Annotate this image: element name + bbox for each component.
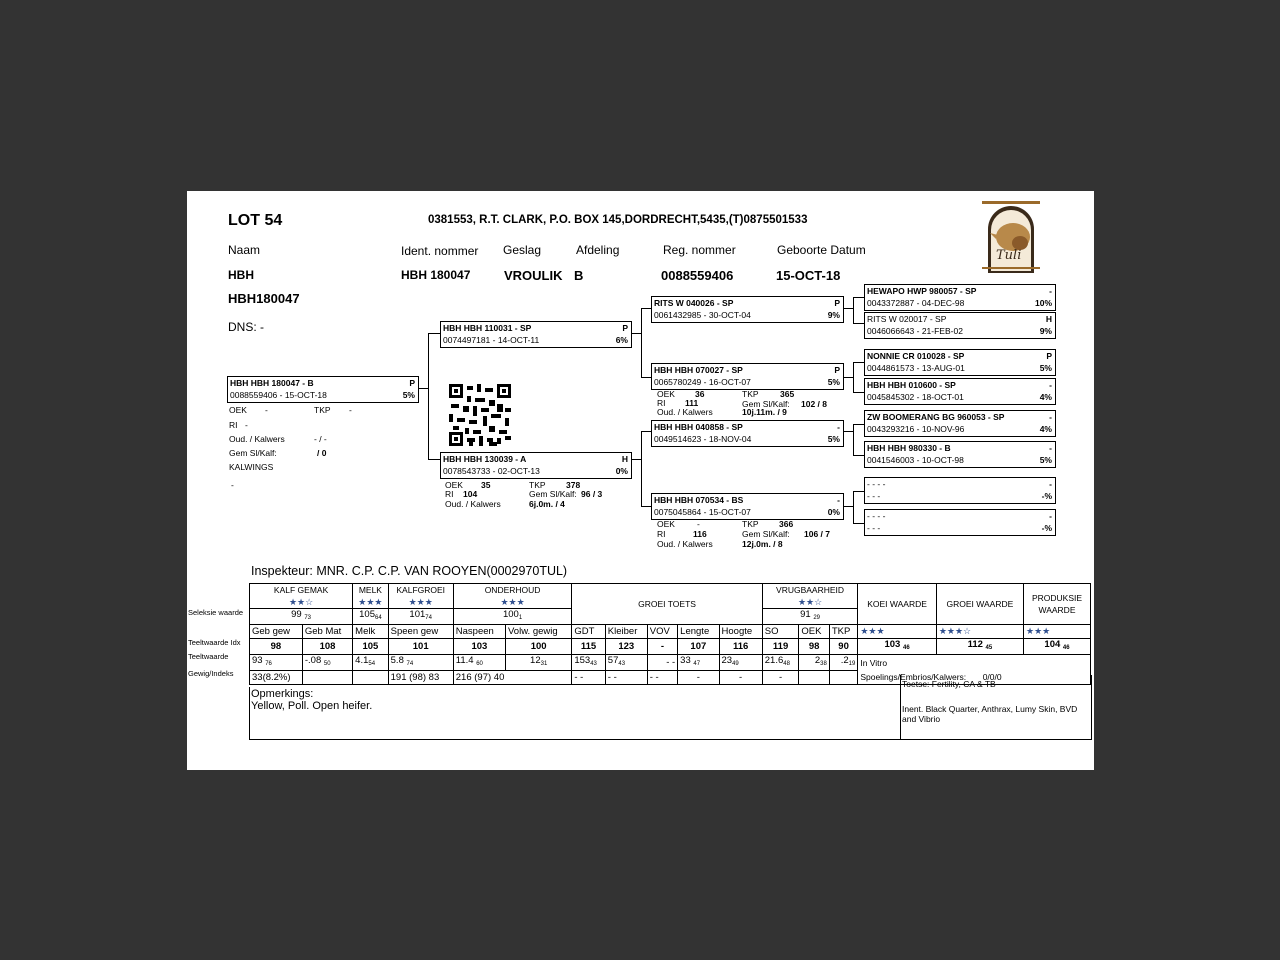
value-afdeling: B xyxy=(574,268,584,283)
gp-ri-label: RI xyxy=(657,398,666,408)
dam-oud-label: Oud. / Kalwers xyxy=(445,499,501,509)
stars-kalf-gemak: ★★☆ xyxy=(288,597,314,607)
gp-name: HBH HBH 040858 - SP xyxy=(654,422,743,432)
teelt-cell: $57_{43}$ xyxy=(605,655,647,671)
gp-flag: - xyxy=(837,495,840,505)
qr-code xyxy=(449,384,511,446)
ggp-flag: - xyxy=(1049,443,1052,453)
label-geboorte: Geboorte Datum xyxy=(777,243,866,257)
col-gdt: GDT xyxy=(572,625,605,639)
sire-flag: P xyxy=(622,323,628,333)
subject-animal-box xyxy=(227,376,419,403)
lot-number: LOT 54 xyxy=(228,212,283,229)
dam-ri-label: RI xyxy=(445,489,454,499)
tests-box xyxy=(900,675,1092,740)
row-label-gewig: Gewig/Indeks xyxy=(188,669,234,678)
ggp-reg: 0041546003 - 10-OCT-98 xyxy=(867,455,964,465)
subject-kalwings-label: KALWINGS xyxy=(229,462,274,472)
spoelings: Spoelings/Embrios/Kalwers: 0/0/0 xyxy=(858,671,1091,685)
subject-reg: 0088559406 - 15-OCT-18 xyxy=(230,390,327,400)
dam-gem: 96 / 3 xyxy=(581,489,603,499)
subject-tkp-label: TKP xyxy=(314,405,331,415)
sire-name: HBH HBH 110031 - SP xyxy=(443,323,532,333)
col-lengte: Lengte xyxy=(678,625,719,639)
ggp-flag: P xyxy=(1046,351,1052,361)
ggp-name: NONNIE CR 010028 - SP xyxy=(867,351,965,361)
value-reg: 0088559406 xyxy=(661,268,734,283)
gewig-cell: - xyxy=(678,671,719,685)
gp-reg: 0061432985 - 30-OCT-04 xyxy=(654,310,751,320)
ggp-reg: 0043372887 - 04-DEC-98 xyxy=(867,298,965,308)
idx-cell: 107 xyxy=(678,639,719,655)
gp-name: HBH HBH 070027 - SP xyxy=(654,365,743,375)
subject-gem: / 0 xyxy=(317,448,327,458)
group-groei-toets: GROEI TOETS xyxy=(572,584,762,625)
dam-gem-label: Gem Sl/Kalf: xyxy=(529,489,577,499)
gewig-cell: - xyxy=(762,671,799,685)
gewig-cell: 191 (98) 83 xyxy=(388,671,453,685)
col-geb-mat: Geb Mat xyxy=(302,625,352,639)
teelt-cell: $23_{49}$ xyxy=(719,655,762,671)
dam-oud: 6j.0m. / 4 xyxy=(529,499,565,509)
pedigree-sheet xyxy=(187,191,1094,770)
gp-oud: 12j.0m. / 8 xyxy=(742,539,783,549)
teelt-cell: -.08 $_{50}$ xyxy=(302,655,352,671)
value-geslag: VROULIK xyxy=(504,268,563,283)
dam-ri: 104 xyxy=(463,489,478,499)
stars-onderhoud: ★★★ xyxy=(500,597,525,607)
great-grandparent-box xyxy=(864,477,1056,504)
dam-pct: 0% xyxy=(615,466,628,476)
gp-flag: P xyxy=(834,365,840,375)
subject-oek-label: OEK xyxy=(229,405,247,415)
dam-oek: 35 xyxy=(481,480,491,490)
gp-reg: 0065780249 - 16-OCT-07 xyxy=(654,377,751,387)
dam-oek-label: OEK xyxy=(445,480,463,490)
remarks-text: Yellow, Poll. Open heifer. xyxy=(251,700,373,712)
ggp-pct: 5% xyxy=(1039,363,1052,373)
col-hoogte: Hoogte xyxy=(719,625,762,639)
idx-cell: 98 xyxy=(250,639,303,655)
remarks-box xyxy=(249,687,901,740)
teelt-cell: $12_{31}$ xyxy=(506,655,572,671)
group-kalf-gemak: KALF GEMAK ★★☆ xyxy=(250,584,353,609)
dns-status: DNS: - xyxy=(228,320,264,334)
gewig-cell xyxy=(302,671,352,685)
idx-cell: 103 xyxy=(453,639,505,655)
idx-cell: 119 xyxy=(762,639,799,655)
idx-cell: 98 xyxy=(799,639,829,655)
label-ident: Ident. nommer xyxy=(401,244,479,258)
value-naam: HBH xyxy=(228,268,254,282)
gp-oud: 10j.11m. / 9 xyxy=(742,407,787,417)
tuli-logo xyxy=(982,199,1040,275)
toetse: Toetse: Fertility, CA & TB xyxy=(902,679,996,689)
remarks-label: Opmerkings: xyxy=(251,688,314,700)
gewig-cell xyxy=(829,671,858,685)
seleksie-kalf-gemak: 99 $_{73}$ xyxy=(250,609,353,625)
idx-cell: 116 xyxy=(719,639,762,655)
seleksie-vrugbaarheid: 91 $_{29}$ xyxy=(762,609,858,625)
ggp-reg: - - - xyxy=(867,523,881,533)
great-grandparent-box xyxy=(864,378,1056,405)
gp-oud-label: Oud. / Kalwers xyxy=(657,407,713,417)
seleksie-onderhoud: $100_1$ xyxy=(453,609,572,625)
col-oek: OEK xyxy=(799,625,829,639)
dam-reg: 0078543733 - 02-OCT-13 xyxy=(443,466,540,476)
stars-vrugbaarheid: ★★☆ xyxy=(797,597,823,607)
ggp-pct: 4% xyxy=(1039,392,1052,402)
ggp-name: - - - - xyxy=(867,511,886,521)
ggp-reg: 0044861573 - 13-AUG-01 xyxy=(867,363,965,373)
gp-oek: - xyxy=(697,519,700,529)
gewig-cell: - - xyxy=(572,671,605,685)
idx-cell: 105 xyxy=(353,639,388,655)
subject-ri: - xyxy=(245,420,248,430)
gewig-cell: 216 (97) 40 xyxy=(453,671,572,685)
row-label-teeltwaarde: Teeltwaarde xyxy=(188,652,229,661)
sire-reg: 0074497181 - 14-OCT-11 xyxy=(443,335,540,345)
gp-oud-label: Oud. / Kalwers xyxy=(657,539,713,549)
inent: Inent. Black Quarter, Anthrax, Lumy Skin, BVD and Vibrio xyxy=(902,704,1078,724)
gp-oek-label: OEK xyxy=(657,389,675,399)
gp-gem: 106 / 7 xyxy=(804,529,830,539)
gewig-cell: - xyxy=(719,671,762,685)
col-speen-gew: Speen gew xyxy=(388,625,453,639)
gp-name: RITS W 040026 - SP xyxy=(654,298,734,308)
gp-ri: 111 xyxy=(685,398,699,408)
value-ident: HBH 180047 xyxy=(401,268,471,282)
inspector: Inspekteur: MNR. C.P. C.P. VAN ROOYEN(0002970TUL) xyxy=(251,564,568,578)
in-vitro: In Vitro xyxy=(858,655,1091,671)
gp-gem-label: Gem Sl/Kalf: xyxy=(742,399,790,409)
produksie-waarde-idx: 104 $_{46}$ xyxy=(1024,639,1091,655)
dam-tkp: 378 xyxy=(566,480,581,490)
idx-cell: 101 xyxy=(388,639,453,655)
col-so: SO xyxy=(762,625,799,639)
ggp-pct: 4% xyxy=(1039,424,1052,434)
ggp-flag: - xyxy=(1049,286,1052,296)
stars-melk: ★★★ xyxy=(358,597,383,607)
tuli-logo-graphic xyxy=(982,199,1040,275)
stars-groei-waarde: ★★★☆ xyxy=(936,625,1023,639)
gp-ri-label: RI xyxy=(657,529,666,539)
great-grandparent-box xyxy=(864,284,1056,311)
ggp-pct: 10% xyxy=(1034,298,1052,308)
value-naam-full: HBH180047 xyxy=(228,291,300,306)
ggp-flag: - xyxy=(1049,412,1052,422)
subject-name: HBH HBH 180047 - B xyxy=(230,378,314,388)
ggp-flag: H xyxy=(1045,314,1052,324)
stars-kalfgroei: ★★★ xyxy=(408,597,433,607)
subject-oud-label: Oud. / Kalwers xyxy=(229,434,285,444)
idx-cell: 100 xyxy=(506,639,572,655)
gp-name: HBH HBH 070534 - BS xyxy=(654,495,744,505)
subject-kalwings: - xyxy=(231,480,234,490)
ggp-pct: 9% xyxy=(1039,326,1052,336)
gp-reg: 0049514623 - 18-NOV-04 xyxy=(654,434,752,444)
ggp-flag: - xyxy=(1049,511,1052,521)
koei-waarde-idx: 103 $_{46}$ xyxy=(858,639,937,655)
gp-oek: 36 xyxy=(695,389,705,399)
grandparent-box xyxy=(651,420,844,447)
subject-ri-label: RI xyxy=(229,420,238,430)
group-vrugbaarheid: VRUGBAARHEID ★★☆ xyxy=(762,584,858,609)
great-grandparent-box xyxy=(864,349,1056,376)
col-kleiber: Kleiber xyxy=(605,625,647,639)
grandparent-box xyxy=(651,296,844,323)
group-produksie-waarde: PRODUKSIE WAARDE xyxy=(1024,584,1091,625)
stars-produksie-waarde: ★★★ xyxy=(1024,625,1091,639)
ggp-reg: 0045845302 - 18-OCT-01 xyxy=(867,392,964,402)
col-melk: Melk xyxy=(353,625,388,639)
group-groei-waarde: GROEI WAARDE xyxy=(936,584,1023,625)
dam-flag: H xyxy=(621,454,628,464)
ggp-name: HBH HBH 010600 - SP xyxy=(867,380,956,390)
teelt-cell: $.2_{19}$ xyxy=(829,655,858,671)
group-kalfgroei: KALFGROEI ★★★ xyxy=(388,584,453,609)
group-melk: MELK ★★★ xyxy=(353,584,388,609)
gp-reg: 0075045864 - 15-OCT-07 xyxy=(654,507,751,517)
teelt-cell: 11.4 $_{60}$ xyxy=(453,655,505,671)
subject-pct: 5% xyxy=(402,390,415,400)
logo-brand: Tuli xyxy=(996,248,1022,263)
gp-pct: 5% xyxy=(827,377,840,387)
stars-koei-waarde: ★★★ xyxy=(858,625,937,639)
gewig-cell xyxy=(353,671,388,685)
sire-box xyxy=(440,321,632,348)
col-vov: VOV xyxy=(647,625,677,639)
idx-cell: 90 xyxy=(829,639,858,655)
gewig-cell xyxy=(799,671,829,685)
ggp-pct: -% xyxy=(1041,491,1052,501)
idx-cell: - xyxy=(647,639,677,655)
ggp-name: HBH HBH 980330 - B xyxy=(867,443,951,453)
gp-flag: P xyxy=(834,298,840,308)
seleksie-melk: $105_{64}$ xyxy=(353,609,388,625)
value-geboorte: 15-OCT-18 xyxy=(776,268,841,283)
great-grandparent-box xyxy=(864,410,1056,437)
breeder-info: 0381553, R.T. CLARK, P.O. BOX 145,DORDRECHT,5435,(T)0875501533 xyxy=(428,214,808,226)
ggp-pct: 5% xyxy=(1039,455,1052,465)
label-reg: Reg. nommer xyxy=(663,243,736,257)
ggp-pct: -% xyxy=(1041,523,1052,533)
label-naam: Naam xyxy=(228,243,261,257)
gp-tkp: 366 xyxy=(779,519,794,529)
grandparent-box xyxy=(651,363,844,390)
group-koei-waarde: KOEI WAARDE xyxy=(858,584,937,625)
row-label-teeltwaarde-idx: Teeltwaarde Idx xyxy=(188,638,241,647)
gp-pct: 9% xyxy=(827,310,840,320)
great-grandparent-box xyxy=(864,312,1056,339)
label-afdeling: Afdeling xyxy=(576,243,620,257)
subject-oek: - xyxy=(265,405,268,415)
col-volw-gewig: Volw. gewig xyxy=(506,625,572,639)
seleksie-kalfgroei: $101_{74}$ xyxy=(388,609,453,625)
grandparent-box xyxy=(651,493,844,520)
ggp-name: ZW BOOMERANG BG 960053 - SP xyxy=(867,412,1005,422)
ggp-name: RITS W 020017 - SP xyxy=(867,314,947,324)
ggp-reg: 0043293216 - 10-NOV-96 xyxy=(867,424,965,434)
ggp-flag: - xyxy=(1049,380,1052,390)
subject-gem-label: Gem Sl/Kalf: xyxy=(229,448,277,458)
col-geb-gew: Geb gew xyxy=(250,625,303,639)
col-tkp: TKP xyxy=(829,625,858,639)
subject-tkp: - xyxy=(349,405,352,415)
idx-cell: 123 xyxy=(605,639,647,655)
gewig-cell: - - xyxy=(647,671,677,685)
sire-pct: 6% xyxy=(615,335,628,345)
teelt-cell: $4.1_{54}$ xyxy=(353,655,388,671)
gewig-cell: 33(8.2%) xyxy=(250,671,303,685)
gp-tkp-label: TKP xyxy=(742,519,759,529)
gp-pct: 5% xyxy=(827,434,840,444)
dam-name: HBH HBH 130039 - A xyxy=(443,454,527,464)
gp-ri: 116 xyxy=(693,529,707,539)
great-grandparent-box xyxy=(864,509,1056,536)
teelt-cell: 93 $_{76}$ xyxy=(250,655,303,671)
ggp-name: HEWAPO HWP 980057 - SP xyxy=(867,286,977,296)
dam-tkp-label: TKP xyxy=(529,480,546,490)
idx-cell: 115 xyxy=(572,639,605,655)
gp-gem: 102 / 8 xyxy=(801,399,827,409)
teelt-cell: 33 $_{47}$ xyxy=(678,655,719,671)
col-naspeen: Naspeen xyxy=(453,625,505,639)
gp-flag: - xyxy=(837,422,840,432)
row-label-seleksie: Seleksie waarde xyxy=(188,608,244,617)
subject-flag: P xyxy=(409,378,415,388)
gp-tkp: 365 xyxy=(780,389,795,399)
ggp-reg: - - - xyxy=(867,491,881,501)
dam-box xyxy=(440,452,632,479)
ggp-reg: 0046066643 - 21-FEB-02 xyxy=(867,326,963,336)
gp-tkp-label: TKP xyxy=(742,389,759,399)
breeding-values-table xyxy=(249,583,1091,685)
great-grandparent-box xyxy=(864,441,1056,468)
ggp-name: - - - - xyxy=(867,479,886,489)
group-onderhoud: ONDERHOUD ★★★ xyxy=(453,584,572,609)
gp-oek-label: OEK xyxy=(657,519,675,529)
ggp-flag: - xyxy=(1049,479,1052,489)
teelt-cell: 5.8 $_{74}$ xyxy=(388,655,453,671)
gp-pct: 0% xyxy=(827,507,840,517)
teelt-cell: $21.6_{48}$ xyxy=(762,655,799,671)
teelt-cell: - - xyxy=(647,655,677,671)
groei-waarde-idx: 112 $_{45}$ xyxy=(936,639,1023,655)
teelt-cell: $153_{43}$ xyxy=(572,655,605,671)
label-geslag: Geslag xyxy=(503,243,542,257)
subject-oud: - / - xyxy=(314,434,327,444)
idx-cell: 108 xyxy=(302,639,352,655)
teelt-cell: $2_{38}$ xyxy=(799,655,829,671)
gewig-cell: - - xyxy=(605,671,647,685)
gp-gem-label: Gem Sl/Kalf: xyxy=(742,529,790,539)
